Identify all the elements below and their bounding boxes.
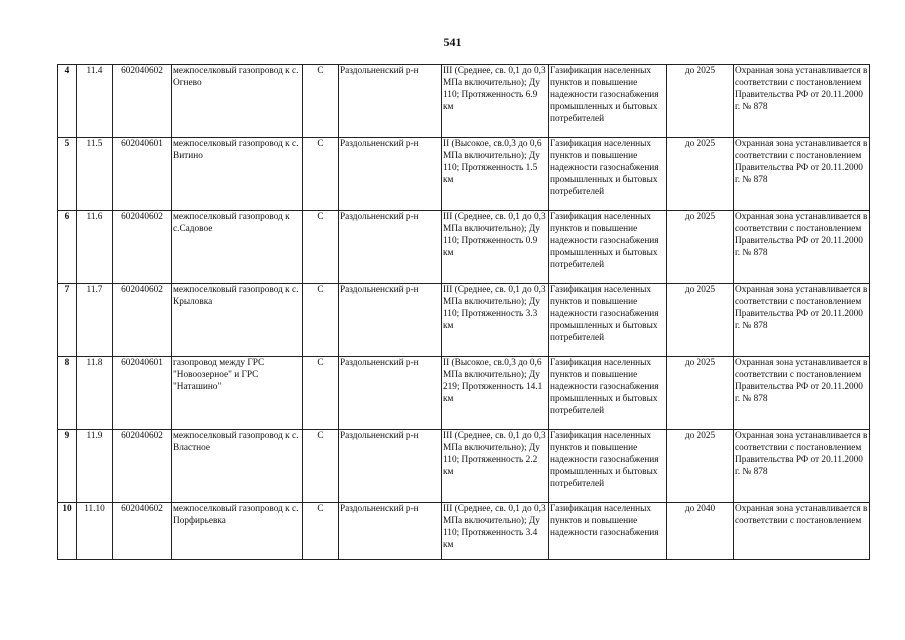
pipeline-name-cell: газопровод между ГРС "Новоозерное" и ГРС "Наташино" [172, 357, 303, 430]
row-id-cell: 602040602 [113, 284, 172, 357]
purpose-cell: Газификация населенных пунктов и повышение надежности газоснабжения промышленных и бытовых потребителей [549, 65, 667, 138]
table-row [58, 65, 870, 138]
district-cell: Раздольненский р-н [339, 211, 442, 284]
row-code-cell: 11.5 [77, 138, 113, 211]
pipeline-parameters-cell: III (Среднее, св. 0,1 до 0,3 МПа включительно); Ду 110; Протяженность 2.2 км [442, 430, 549, 503]
category-cell: С [303, 503, 339, 560]
category-cell: С [303, 357, 339, 430]
pipeline-parameters-cell: III (Среднее, св. 0,1 до 0,3 МПа включительно); Ду 110; Протяженность 0.9 км [442, 211, 549, 284]
district-cell: Раздольненский р-н [339, 284, 442, 357]
pipeline-parameters-cell: II (Высокое, св.0,3 до 0,6 МПа включительно); Ду 219; Протяженность 14.1 км [442, 357, 549, 430]
row-number-cell: 8 [58, 357, 77, 430]
deadline-cell: до 2025 [667, 211, 734, 284]
pipeline-name-cell: межпоселковый газопровод к с. Порфирьевка [172, 503, 303, 560]
pipeline-name-cell: межпоселковый газопровод к с. Витино [172, 138, 303, 211]
pipeline-parameters-cell: III (Среднее, св. 0,1 до 0,3 МПа включительно); Ду 110; Протяженность 3.4 км [442, 503, 549, 560]
table-row [58, 430, 870, 503]
purpose-cell: Газификация населенных пунктов и повышение надежности газоснабжения промышленных и бытовых потребителей [549, 138, 667, 211]
row-id-cell: 602040602 [113, 211, 172, 284]
district-cell: Раздольненский р-н [339, 65, 442, 138]
pipeline-name-cell: межпоселковый газопровод к с. Крыловка [172, 284, 303, 357]
row-code-cell: 11.10 [77, 503, 113, 560]
district-cell: Раздольненский р-н [339, 357, 442, 430]
row-number-cell: 10 [58, 503, 77, 560]
protection-zone-cell: Охранная зона устанавливается в соответствии с постановлением Правительства РФ от 20.11.2000 г. № 878 [734, 138, 870, 211]
gas-pipeline-table [57, 64, 870, 560]
district-cell: Раздольненский р-н [339, 138, 442, 211]
row-number-cell: 4 [58, 65, 77, 138]
deadline-cell: до 2025 [667, 284, 734, 357]
category-cell: С [303, 284, 339, 357]
row-id-cell: 602040601 [113, 138, 172, 211]
row-number-cell: 9 [58, 430, 77, 503]
category-cell: С [303, 138, 339, 211]
row-code-cell: 11.6 [77, 211, 113, 284]
pipeline-name-cell: межпоселковый газопровод к с.Садовое [172, 211, 303, 284]
row-code-cell: 11.4 [77, 65, 113, 138]
row-id-cell: 602040602 [113, 503, 172, 560]
row-number-cell: 7 [58, 284, 77, 357]
page-number: 541 [443, 35, 462, 49]
table-body [58, 65, 870, 560]
protection-zone-cell: Охранная зона устанавливается в соответствии с постановлением Правительства РФ от 20.11.2000 г. № 878 [734, 430, 870, 503]
table-row [58, 138, 870, 211]
table-row [58, 357, 870, 430]
row-number-cell: 5 [58, 138, 77, 211]
deadline-cell: до 2025 [667, 138, 734, 211]
protection-zone-cell: Охранная зона устанавливается в соответствии с постановлением Правительства РФ от 20.11.2000 г. № 878 [734, 357, 870, 430]
pipeline-parameters-cell: II (Высокое, св.0,3 до 0,6 МПа включительно); Ду 110; Протяженность 1.5 км [442, 138, 549, 211]
purpose-cell: Газификация населенных пунктов и повышение надежности газоснабжения промышленных и бытовых потребителей [549, 211, 667, 284]
pipeline-name-cell: межпоселковый газопровод к с. Властное [172, 430, 303, 503]
row-id-cell: 602040602 [113, 430, 172, 503]
row-code-cell: 11.8 [77, 357, 113, 430]
purpose-cell: Газификация населенных пунктов и повышение надежности газоснабжения промышленных и бытовых потребителей [549, 284, 667, 357]
purpose-cell: Газификация населенных пунктов и повышение надежности газоснабжения промышленных и бытовых потребителей [549, 430, 667, 503]
table-row [58, 503, 870, 560]
protection-zone-cell: Охранная зона устанавливается в соответствии с постановлением Правительства РФ от 20.11.2000 г. № 878 [734, 211, 870, 284]
row-code-cell: 11.7 [77, 284, 113, 357]
row-code-cell: 11.9 [77, 430, 113, 503]
pipeline-parameters-cell: III (Среднее, св. 0,1 до 0,3 МПа включительно); Ду 110; Протяженность 3.3 км [442, 284, 549, 357]
protection-zone-cell: Охранная зона устанавливается в соответствии с постановлением Правительства РФ от 20.11.2000 г. № 878 [734, 65, 870, 138]
category-cell: С [303, 211, 339, 284]
row-id-cell: 602040601 [113, 357, 172, 430]
category-cell: С [303, 430, 339, 503]
purpose-cell: Газификация населенных пунктов и повышение надежности газоснабжения [549, 503, 667, 560]
purpose-cell: Газификация населенных пунктов и повышение надежности газоснабжения промышленных и бытовых потребителей [549, 357, 667, 430]
deadline-cell: до 2025 [667, 65, 734, 138]
deadline-cell: до 2025 [667, 430, 734, 503]
protection-zone-cell: Охранная зона устанавливается в соответствии с постановлением [734, 503, 870, 560]
deadline-cell: до 2025 [667, 357, 734, 430]
table-row [58, 284, 870, 357]
pipeline-parameters-cell: III (Среднее, св. 0,1 до 0,3 МПа включительно); Ду 110; Протяженность 6.9 км [442, 65, 549, 138]
table-row [58, 211, 870, 284]
row-id-cell: 602040602 [113, 65, 172, 138]
district-cell: Раздольненский р-н [339, 503, 442, 560]
row-number-cell: 6 [58, 211, 77, 284]
pipeline-name-cell: межпоселковый газопровод к с. Огнево [172, 65, 303, 138]
category-cell: С [303, 65, 339, 138]
district-cell: Раздольненский р-н [339, 430, 442, 503]
protection-zone-cell: Охранная зона устанавливается в соответствии с постановлением Правительства РФ от 20.11.2000 г. № 878 [734, 284, 870, 357]
deadline-cell: до 2040 [667, 503, 734, 560]
